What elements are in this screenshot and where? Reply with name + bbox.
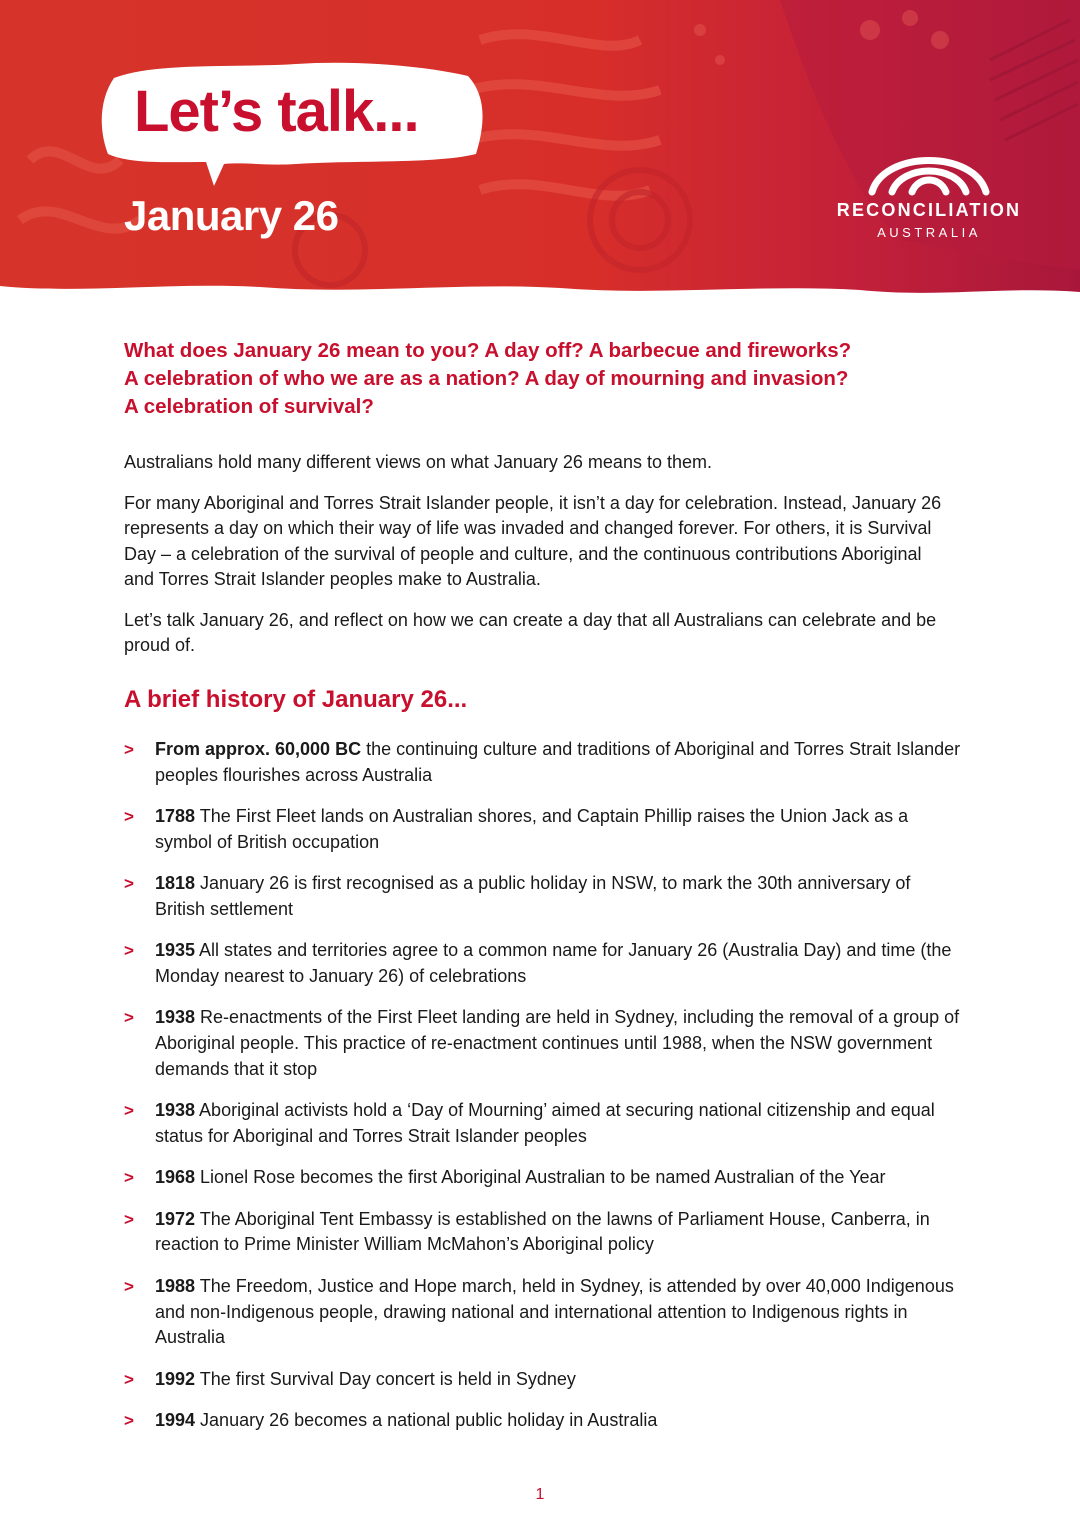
timeline-text: Aboriginal activists hold a ‘Day of Mourning’ aimed at securing national citizenship and equal status for Aboriginal and Torres Strait Islander peoples: [155, 1100, 935, 1147]
timeline-text: Lionel Rose becomes the first Aboriginal Australian to be named Australian of the Year: [195, 1167, 886, 1188]
timeline-item: [124, 1207, 964, 1259]
timeline-item: [124, 1274, 964, 1351]
timeline-item: [124, 737, 964, 789]
speech-title: Let’s talk...: [134, 79, 419, 144]
timeline-item: [124, 1367, 964, 1393]
timeline-item: [124, 1408, 964, 1434]
timeline-text: January 26 is first recognised as a public holiday in NSW, to mark the 30th anniversary of British settlement: [155, 873, 911, 919]
history-heading: A brief history of January 26...: [124, 686, 468, 713]
timeline-item: [124, 1005, 964, 1082]
chevron-right-icon: >: [124, 1369, 134, 1389]
intro-line: A celebration of survival?: [124, 395, 374, 418]
timeline-year: 1938: [155, 1007, 196, 1028]
timeline-text: Re-enactments of the First Fleet landing are held in Sydney, including the removal of a group of Aboriginal people. This practice of re-enactment continues until 1988, when the NSW government demands that it stop: [155, 1007, 960, 1079]
history-timeline: [124, 737, 964, 1449]
timeline-year: 1992: [155, 1368, 196, 1389]
intro-line: A celebration of who we are as a nation? A day of mourning and invasion?: [124, 367, 849, 390]
timeline-year: 1968: [155, 1167, 196, 1188]
timeline-year: 1938: [155, 1100, 196, 1121]
timeline-item: [124, 938, 964, 990]
logo-text-secondary: AUSTRALIA: [877, 225, 981, 240]
intro-line: What does January 26 mean to you? A day off? A barbecue and fireworks?: [124, 339, 852, 362]
timeline-item: [124, 871, 964, 923]
timeline-text: The first Survival Day concert is held in Sydney: [195, 1368, 576, 1389]
chevron-right-icon: >: [124, 941, 134, 961]
page-number: 1: [535, 1486, 545, 1503]
timeline-item: [124, 1098, 964, 1150]
timeline-year: 1788: [155, 806, 196, 827]
timeline-text: All states and territories agree to a common name for January 26 (Australia Day) and time (the Monday nearest to January 26) of celebrations: [155, 940, 952, 987]
timeline-text: The First Fleet lands on Australian shores, and Captain Phillip raises the Union Jack as a symbol of British occupation: [155, 806, 909, 852]
chevron-right-icon: >: [124, 1276, 134, 1296]
chevron-right-icon: >: [124, 740, 134, 759]
chevron-right-icon: >: [124, 1008, 134, 1028]
timeline-year: 1994: [155, 1409, 196, 1430]
timeline-text: The Aboriginal Tent Embassy is established on the lawns of Parliament House, Canberra, in reaction to Prime Minister William McMahon’s Aboriginal policy: [155, 1208, 930, 1255]
chevron-right-icon: >: [124, 1410, 134, 1430]
paragraph: For many Aboriginal and Torres Strait Islander people, it isn’t a day for celebration. Instead, January 26 represents a day on which their way of life was invaded and changed forever. For others, it is Survival Day – a celebration of the survival of people and culture, and the continuous contributions Aboriginal and Torres Strait Islander peoples make to Australia.: [124, 492, 942, 589]
timeline-text: the continuing culture and traditions of Aboriginal and Torres Strait Islander peoples flourishes across Australia: [155, 739, 961, 785]
timeline-text: The Freedom, Justice and Hope march, held in Sydney, is attended by over 40,000 Indigenous and non-Indigenous people, drawing national and international attention to Indigenous rights in Australia: [155, 1275, 954, 1348]
page-subtitle: January 26: [124, 192, 339, 239]
timeline-year: 1818: [155, 873, 196, 894]
timeline-year: 1988: [155, 1275, 196, 1296]
reconciliation-logo: [834, 140, 1024, 240]
arches-logo-icon: [864, 140, 994, 196]
timeline-text: January 26 becomes a national public holiday in Australia: [195, 1409, 658, 1430]
logo-text-primary: RECONCILIATION: [836, 200, 1022, 220]
timeline-year: 1972: [155, 1208, 196, 1229]
chevron-right-icon: >: [124, 1168, 134, 1188]
intro-questions: [124, 337, 944, 421]
paragraph: Australians hold many different views on what January 26 means to them.: [124, 452, 712, 472]
header-banner: [0, 0, 1080, 300]
timeline-year: 1935: [155, 940, 196, 961]
chevron-right-icon: >: [124, 1209, 134, 1229]
chevron-right-icon: >: [124, 874, 134, 894]
timeline-item: [124, 804, 964, 856]
timeline-item: [124, 1165, 964, 1191]
paragraph: Let’s talk January 26, and reflect on how we can create a day that all Australians can celebrate and be proud of.: [124, 609, 937, 655]
timeline-year: From approx. 60,000 BC: [155, 739, 362, 759]
body-text: [124, 450, 954, 674]
chevron-right-icon: >: [124, 807, 134, 827]
chevron-right-icon: >: [124, 1101, 134, 1121]
